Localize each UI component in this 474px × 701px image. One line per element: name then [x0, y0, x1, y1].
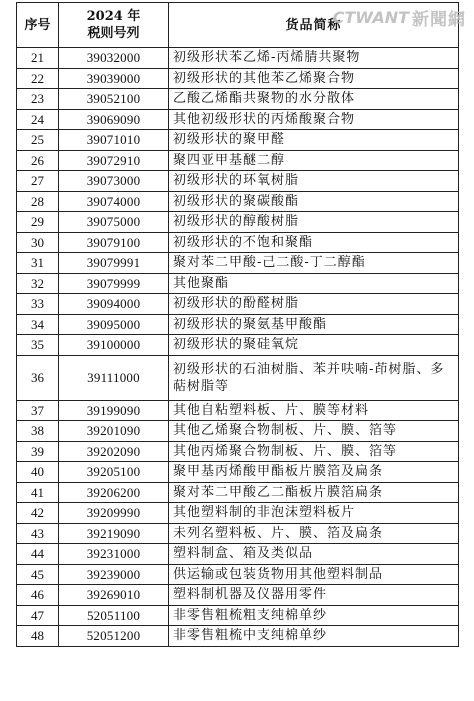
goods-name: 聚四亚甲基醚二醇 [169, 150, 459, 171]
goods-name: 塑料制机器及仪器用零件 [169, 585, 459, 606]
goods-name: 初级形状的聚硅氧烷 [169, 335, 459, 356]
tariff-code: 39079100 [59, 232, 169, 253]
tariff-code: 39079999 [59, 273, 169, 294]
tariff-table-page [16, 2, 458, 647]
table-row [17, 89, 459, 110]
tariff-code: 39075000 [59, 212, 169, 233]
table-row [17, 150, 459, 171]
tariff-code: 39079991 [59, 253, 169, 274]
row-number: 38 [17, 421, 59, 442]
goods-name: 初级形状苯乙烯-丙烯腈共聚物 [169, 48, 459, 69]
row-number: 47 [17, 605, 59, 626]
tariff-code: 39052100 [59, 89, 169, 110]
table-row [17, 294, 459, 315]
tariff-code: 39209990 [59, 503, 169, 524]
table-row [17, 355, 459, 400]
header-name: 货品简称 [169, 3, 459, 48]
goods-name: 初级形状的醇酸树脂 [169, 212, 459, 233]
tariff-code: 39072910 [59, 150, 169, 171]
table-row [17, 191, 459, 212]
row-number: 29 [17, 212, 59, 233]
row-number: 21 [17, 48, 59, 69]
row-number: 39 [17, 441, 59, 462]
goods-name: 初级形状的环氧树脂 [169, 171, 459, 192]
goods-name: 初级形状的聚甲醛 [169, 130, 459, 151]
tariff-code: 39202090 [59, 441, 169, 462]
row-number: 24 [17, 109, 59, 130]
row-number: 31 [17, 253, 59, 274]
table-row [17, 314, 459, 335]
table-row [17, 441, 459, 462]
goods-name: 其他丙烯聚合物制板、片、膜、箔等 [169, 441, 459, 462]
table-row [17, 544, 459, 565]
tariff-code: 39269010 [59, 585, 169, 606]
tariff-code: 39199090 [59, 400, 169, 421]
goods-name: 初级形状的聚氨基甲酸酯 [169, 314, 459, 335]
row-number: 44 [17, 544, 59, 565]
tariff-code: 39219090 [59, 523, 169, 544]
table-row [17, 585, 459, 606]
goods-name: 供运输或包装货物用其他塑料制品 [169, 564, 459, 585]
table-row [17, 400, 459, 421]
table-row [17, 130, 459, 151]
header-code [59, 3, 169, 48]
table-row [17, 48, 459, 69]
table-row [17, 68, 459, 89]
goods-name: 初级形状的酚醛树脂 [169, 294, 459, 315]
tariff-code: 52051200 [59, 626, 169, 647]
row-number: 48 [17, 626, 59, 647]
table-row [17, 171, 459, 192]
goods-name: 初级形状的不饱和聚酯 [169, 232, 459, 253]
tariff-code: 39100000 [59, 335, 169, 356]
table-row [17, 273, 459, 294]
tariff-code: 39094000 [59, 294, 169, 315]
tariff-code: 39039000 [59, 68, 169, 89]
tariff-code: 39073000 [59, 171, 169, 192]
goods-name: 未列名塑料板、片、膜、箔及扁条 [169, 523, 459, 544]
table-row [17, 109, 459, 130]
table-row [17, 503, 459, 524]
table-row [17, 482, 459, 503]
table-body [17, 48, 459, 647]
goods-name: 初级形状的石油树脂、苯并呋喃-茚树脂、多萜树脂等 [169, 355, 459, 400]
goods-name: 塑料制盒、箱及类似品 [169, 544, 459, 565]
tariff-code: 39239000 [59, 564, 169, 585]
table-row [17, 462, 459, 483]
goods-name: 其他初级形状的丙烯酸聚合物 [169, 109, 459, 130]
table-row [17, 253, 459, 274]
tariff-code: 39074000 [59, 191, 169, 212]
table-row [17, 232, 459, 253]
row-number: 23 [17, 89, 59, 110]
goods-name: 初级形状的其他苯乙烯聚合物 [169, 68, 459, 89]
row-number: 34 [17, 314, 59, 335]
watermark-name: 新聞網 [412, 10, 466, 30]
tariff-code: 39071010 [59, 130, 169, 151]
goods-name: 非零售粗梳中支纯棉单纱 [169, 626, 459, 647]
tariff-code: 39095000 [59, 314, 169, 335]
tariff-code: 52051100 [59, 605, 169, 626]
row-number: 33 [17, 294, 59, 315]
row-number: 25 [17, 130, 59, 151]
row-number: 45 [17, 564, 59, 585]
goods-name: 聚甲基丙烯酸甲酯板片膜箔及扁条 [169, 462, 459, 483]
row-number: 40 [17, 462, 59, 483]
tariff-code: 39205100 [59, 462, 169, 483]
row-number: 46 [17, 585, 59, 606]
table-row [17, 421, 459, 442]
goods-name: 其他乙烯聚合物制板、片、膜、箔等 [169, 421, 459, 442]
watermark [333, 5, 466, 30]
row-number: 26 [17, 150, 59, 171]
row-number: 30 [17, 232, 59, 253]
row-number: 36 [17, 355, 59, 400]
tariff-code: 39032000 [59, 48, 169, 69]
table-row [17, 212, 459, 233]
header-code-label: 税则号列 [87, 26, 140, 41]
goods-name: 其他塑料制的非泡沫塑料板片 [169, 503, 459, 524]
goods-name: 乙酸乙烯酯共聚物的水分散体 [169, 89, 459, 110]
row-number: 35 [17, 335, 59, 356]
table-row [17, 523, 459, 544]
row-number: 22 [17, 68, 59, 89]
goods-name: 其他自粘塑料板、片、膜等材料 [169, 400, 459, 421]
row-number: 32 [17, 273, 59, 294]
table-row [17, 335, 459, 356]
row-number: 42 [17, 503, 59, 524]
tariff-code: 39069090 [59, 109, 169, 130]
tariff-code: 39231000 [59, 544, 169, 565]
table-row [17, 605, 459, 626]
row-number: 28 [17, 191, 59, 212]
row-number: 37 [17, 400, 59, 421]
header-code-year: 2024 年 [86, 9, 141, 24]
row-number: 43 [17, 523, 59, 544]
tariff-table [16, 2, 459, 647]
header-no: 序号 [17, 3, 59, 48]
goods-name: 初级形状的聚碳酸酯 [169, 191, 459, 212]
watermark-logo: CTWANT [332, 8, 409, 27]
table-row [17, 626, 459, 647]
tariff-code: 39201090 [59, 421, 169, 442]
tariff-code: 39111000 [59, 355, 169, 400]
goods-name: 聚对苯二甲酸乙二酯板片膜箔扁条 [169, 482, 459, 503]
table-row [17, 564, 459, 585]
goods-name: 非零售粗梳粗支纯棉单纱 [169, 605, 459, 626]
goods-name: 聚对苯二甲酸-己二酸-丁二醇酯 [169, 253, 459, 274]
row-number: 41 [17, 482, 59, 503]
row-number: 27 [17, 171, 59, 192]
tariff-code: 39206200 [59, 482, 169, 503]
goods-name: 其他聚酯 [169, 273, 459, 294]
